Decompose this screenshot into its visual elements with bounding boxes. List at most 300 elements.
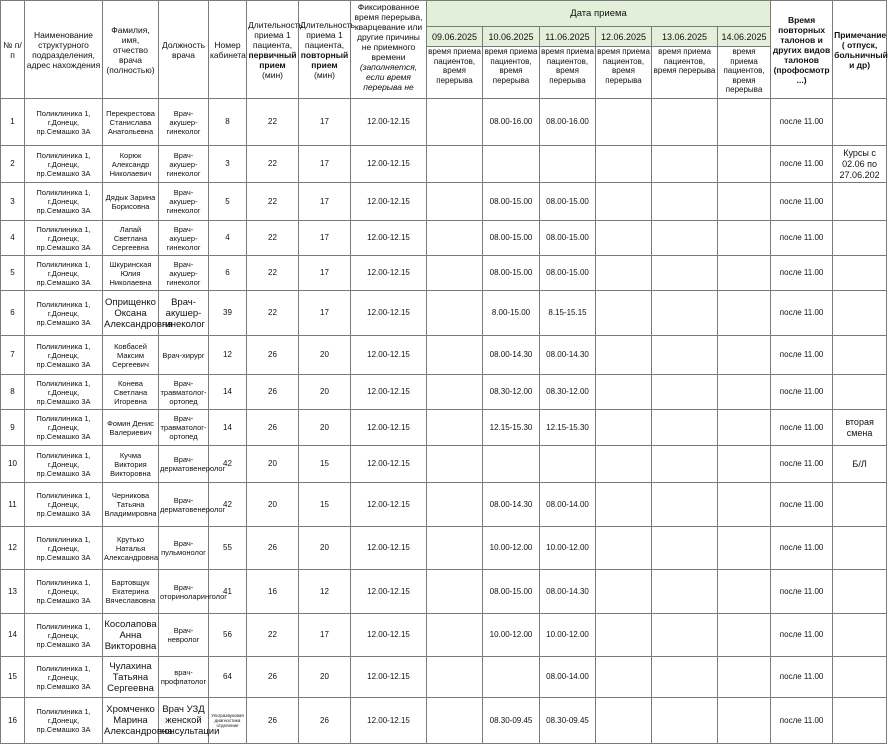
doctor-name-cell xyxy=(103,446,159,483)
time-cell-day-3-text: 10.00-12.00 xyxy=(546,630,589,639)
duration-first-cell xyxy=(247,291,299,336)
row-number-text: 9 xyxy=(10,422,15,432)
time-cell-day-3-text: 08.00-14.30 xyxy=(546,350,589,359)
time-cell-day-2 xyxy=(483,698,540,744)
time-cell-day-5 xyxy=(652,291,718,336)
doctor-name-cell-text: Крутько Наталья Александровна xyxy=(104,534,158,562)
unit-cell-text: Поликлиника 1, г.Донецк, пр.Семашко 3А xyxy=(36,108,91,136)
duration-first-cell xyxy=(247,183,299,221)
time-cell-day-4 xyxy=(596,336,652,375)
repeat-tickets-cell xyxy=(771,657,833,698)
time-cell-day-3-text: 8.15-15.15 xyxy=(548,308,587,317)
duration-repeat-cell xyxy=(299,527,351,570)
time-cell-day-3-text: 08.00-16.00 xyxy=(546,117,589,126)
header-date-1: 09.06.2025 xyxy=(427,27,483,47)
table-row xyxy=(1,99,887,146)
unit-cell-text: Поликлиника 1, г.Донецк, пр.Семашко 3А xyxy=(36,491,91,518)
position-cell-text: Врач-пульмонолог xyxy=(161,539,206,557)
time-cell-day-1 xyxy=(427,483,483,527)
note-cell xyxy=(833,410,887,446)
unit-cell xyxy=(25,256,103,291)
time-cell-day-2 xyxy=(483,221,540,256)
note-cell xyxy=(833,336,887,375)
time-cell-day-6 xyxy=(718,146,771,183)
fixed-break-cell-text: 12.00-12.15 xyxy=(367,499,410,509)
time-cell-day-1 xyxy=(427,256,483,291)
doctor-name-cell-text: Черникова Татьяна Владимировна xyxy=(104,491,157,518)
doctor-name-cell xyxy=(103,527,159,570)
position-cell-text: Врач-акушер-гинеколог xyxy=(161,296,206,330)
table-row xyxy=(1,614,887,657)
repeat-tickets-cell-text: после 11.00 xyxy=(779,422,824,432)
position-cell-text: Врач-оториноларинголог xyxy=(160,582,228,601)
duration-repeat-cell xyxy=(299,256,351,291)
duration-repeat-cell-text: 20 xyxy=(320,387,329,396)
time-cell-day-1 xyxy=(427,99,483,146)
position-cell xyxy=(159,146,209,183)
duration-repeat-cell xyxy=(299,336,351,375)
duration-repeat-cell xyxy=(299,410,351,446)
row-number xyxy=(1,291,25,336)
time-cell-day-2 xyxy=(483,570,540,614)
time-cell-day-3 xyxy=(540,256,596,291)
repeat-tickets-cell xyxy=(771,698,833,744)
repeat-tickets-cell-text: после 11.00 xyxy=(779,233,824,242)
cabinet-cell xyxy=(209,527,247,570)
header-note: Примечание ( отпуск, больничный и др) xyxy=(833,1,887,99)
time-cell-day-6 xyxy=(718,183,771,221)
time-cell-day-4 xyxy=(596,657,652,698)
time-cell-day-3 xyxy=(540,221,596,256)
time-cell-day-4 xyxy=(596,375,652,410)
header-date-sub-1: время приема пациентов, время перерыва xyxy=(427,47,483,99)
time-cell-day-3-text: 08.00-14.00 xyxy=(546,499,589,509)
duration-repeat-cell xyxy=(299,375,351,410)
time-cell-day-5 xyxy=(652,570,718,614)
time-cell-day-3 xyxy=(540,291,596,336)
note-cell-text: вторая смена xyxy=(845,416,874,438)
unit-cell-text: Поликлиника 1, г.Донецк, пр.Семашко 3А xyxy=(36,450,91,478)
header-date-sub-4: время приема пациентов, время перерыва xyxy=(596,47,652,99)
time-cell-day-3 xyxy=(540,146,596,183)
header-cabinet: Номер кабинета xyxy=(209,1,247,99)
fixed-break-cell-text: 12.00-12.15 xyxy=(367,308,410,317)
duration-repeat-cell xyxy=(299,183,351,221)
doctor-name-cell xyxy=(103,336,159,375)
time-cell-day-5 xyxy=(652,256,718,291)
doctor-name-cell-text: Косолапова Анна Викторовна xyxy=(104,618,157,652)
cabinet-cell xyxy=(209,375,247,410)
fixed-break-cell-text: 12.00-12.15 xyxy=(367,630,410,639)
position-cell xyxy=(159,221,209,256)
cabinet-cell-text: Ультразвуковая диагностика отделение xyxy=(211,713,244,728)
time-cell-day-3-text: 12.15-15.30 xyxy=(546,422,589,432)
duration-first-cell-text: 20 xyxy=(268,459,277,468)
repeat-tickets-cell-text: после 11.00 xyxy=(779,672,824,681)
header-date-2: 10.06.2025 xyxy=(483,27,540,47)
table-row xyxy=(1,256,887,291)
time-cell-day-4 xyxy=(596,570,652,614)
position-cell-text: Врач-дерматовенеролог xyxy=(160,495,226,514)
unit-cell-text: Поликлиника 1, г.Донецк, пр.Семашко 3А xyxy=(36,378,91,406)
unit-cell xyxy=(25,527,103,570)
position-cell-text: Врач УЗД женской консультации xyxy=(160,704,220,737)
doctor-name-cell xyxy=(103,256,159,291)
row-number xyxy=(1,527,25,570)
duration-first-cell-text: 22 xyxy=(268,630,277,639)
position-cell-text: Врач-хирург xyxy=(162,350,205,360)
fixed-break-cell xyxy=(351,146,427,183)
time-cell-day-6 xyxy=(718,256,771,291)
cabinet-cell-text: 41 xyxy=(223,586,232,596)
position-cell xyxy=(159,614,209,657)
row-number xyxy=(1,570,25,614)
cabinet-cell xyxy=(209,410,247,446)
time-cell-day-2 xyxy=(483,446,540,483)
note-cell xyxy=(833,483,887,527)
cabinet-cell-text: 56 xyxy=(223,630,232,639)
time-cell-day-2-text: 12.15-15.30 xyxy=(489,422,533,432)
repeat-tickets-cell xyxy=(771,146,833,183)
time-cell-day-2 xyxy=(483,256,540,291)
header-date-sub-2: время приема пациентов, время перерыва xyxy=(483,47,540,99)
unit-cell xyxy=(25,614,103,657)
time-cell-day-5 xyxy=(652,375,718,410)
row-number-text: 7 xyxy=(10,350,15,359)
table-row xyxy=(1,336,887,375)
time-cell-day-6 xyxy=(718,221,771,256)
note-cell xyxy=(833,446,887,483)
header-unit: Наименование структурного подразделения, адрес нахождения xyxy=(25,1,103,99)
time-cell-day-4 xyxy=(596,614,652,657)
time-cell-day-6 xyxy=(718,291,771,336)
repeat-tickets-cell-text: после 11.00 xyxy=(779,715,824,725)
position-cell-text: Врач-дерматовенеролог xyxy=(160,455,226,473)
note-cell xyxy=(833,375,887,410)
position-cell-text: врач-профпатолог xyxy=(160,668,207,686)
time-cell-day-1 xyxy=(427,291,483,336)
time-cell-day-2-text: 08.00-14.30 xyxy=(489,350,533,359)
time-cell-day-3 xyxy=(540,527,596,570)
time-cell-day-6 xyxy=(718,698,771,744)
repeat-tickets-cell-text: после 11.00 xyxy=(779,159,824,168)
row-number-text: 5 xyxy=(10,268,15,277)
time-cell-day-2-text: 08.00-15.00 xyxy=(489,586,533,596)
cabinet-cell-text: 12 xyxy=(223,350,232,359)
doctor-name-cell xyxy=(103,698,173,744)
fixed-break-cell xyxy=(351,446,427,483)
row-number-text: 14 xyxy=(8,630,17,639)
cabinet-cell-text: 5 xyxy=(225,196,230,206)
time-cell-day-4 xyxy=(596,527,652,570)
time-cell-day-2 xyxy=(483,614,540,657)
duration-repeat-cell xyxy=(299,698,351,744)
table-row xyxy=(1,183,887,221)
time-cell-day-3-text: 08.00-15.00 xyxy=(546,268,589,277)
time-cell-day-3 xyxy=(540,99,596,146)
header-duration-first-b: первичный прием xyxy=(248,49,297,70)
doctor-name-cell-text: Кучма Виктория Викторовна xyxy=(110,450,151,478)
repeat-tickets-cell xyxy=(771,483,833,527)
time-cell-day-2-text: 08.00-15.00 xyxy=(489,268,533,277)
fixed-break-cell-text: 12.00-12.15 xyxy=(367,459,410,468)
cabinet-cell xyxy=(209,146,247,183)
time-cell-day-5 xyxy=(652,446,718,483)
fixed-break-cell-text: 12.00-12.15 xyxy=(367,715,410,725)
time-cell-day-6 xyxy=(718,375,771,410)
duration-repeat-cell-text: 17 xyxy=(320,233,329,242)
time-cell-day-4 xyxy=(596,99,652,146)
header-duration-repeat-a: Длительность приема 1 пациента, xyxy=(300,19,356,50)
position-cell-text: Врач-травматолог-ортопед xyxy=(160,414,207,441)
table-row xyxy=(1,570,887,614)
duration-repeat-cell xyxy=(299,221,351,256)
cabinet-cell-text: 64 xyxy=(223,672,232,681)
unit-cell xyxy=(25,146,103,183)
time-cell-day-3 xyxy=(540,657,596,698)
duration-first-cell-text: 22 xyxy=(268,117,277,126)
unit-cell xyxy=(25,410,103,446)
note-cell xyxy=(833,291,887,336)
note-cell xyxy=(833,146,887,183)
fixed-break-cell xyxy=(351,410,427,446)
unit-cell xyxy=(25,221,103,256)
fixed-break-cell-text: 12.00-12.15 xyxy=(367,586,410,596)
time-cell-day-1 xyxy=(427,146,483,183)
repeat-tickets-cell-text: после 11.00 xyxy=(779,499,824,509)
duration-first-cell xyxy=(247,483,299,527)
row-number-text: 15 xyxy=(8,672,17,681)
time-cell-day-3-text: 08.00-14.00 xyxy=(546,672,589,681)
header-duration-repeat-c: (мин) xyxy=(314,69,335,80)
unit-cell-text: Поликлиника 1, г.Донецк, пр.Семашко 3А xyxy=(36,259,91,287)
time-cell-day-2 xyxy=(483,375,540,410)
doctor-name-cell-text: Бартовщук Екатерина Вячеславовна xyxy=(105,578,156,605)
header-date-sub-6: время приема пациентов, время перерыва xyxy=(718,47,771,99)
header-duration-repeat-b: повторный прием xyxy=(300,49,349,70)
position-cell xyxy=(159,527,209,570)
table-row xyxy=(1,146,887,183)
row-number-text: 2 xyxy=(10,159,15,168)
duration-repeat-cell-text: 12 xyxy=(320,586,329,596)
time-cell-day-2-text: 8.00-15.00 xyxy=(491,308,531,317)
position-cell xyxy=(159,183,209,221)
row-number xyxy=(1,657,25,698)
header-repeat-tickets: Время повторных талонов и других видов талонов (профосмотр ...) xyxy=(771,1,833,99)
fixed-break-cell-text: 12.00-12.15 xyxy=(367,350,410,359)
header-date-group: Дата приема xyxy=(427,1,771,27)
note-cell-text: Б/Л xyxy=(852,458,867,469)
unit-cell xyxy=(25,483,103,527)
time-cell-day-4 xyxy=(596,183,652,221)
time-cell-day-6 xyxy=(718,570,771,614)
position-cell-text: Врач-невролог xyxy=(167,626,200,644)
time-cell-day-3-text: 08.00-15.00 xyxy=(546,196,589,206)
time-cell-day-3-text: 08.00-14.30 xyxy=(546,586,589,596)
time-cell-day-6 xyxy=(718,527,771,570)
time-cell-day-3 xyxy=(540,446,596,483)
time-cell-day-5 xyxy=(652,336,718,375)
time-cell-day-3 xyxy=(540,410,596,446)
fixed-break-cell-text: 12.00-12.15 xyxy=(367,672,410,681)
duration-repeat-cell xyxy=(299,614,351,657)
repeat-tickets-cell-text: после 11.00 xyxy=(779,387,824,396)
cabinet-cell-text: 8 xyxy=(225,117,230,126)
header-duration-first xyxy=(247,1,304,99)
repeat-tickets-cell-text: после 11.00 xyxy=(779,350,824,359)
time-cell-day-1 xyxy=(427,221,483,256)
row-number xyxy=(1,698,25,744)
duration-repeat-cell xyxy=(299,146,351,183)
repeat-tickets-cell xyxy=(771,183,833,221)
fixed-break-cell xyxy=(351,614,427,657)
duration-first-cell-text: 26 xyxy=(268,672,277,681)
unit-cell-text: Поликлиника 1, г.Донецк, пр.Семашко 3А xyxy=(36,578,91,605)
doctor-name-cell-text: Чулахина Татьяна Сергеевна xyxy=(107,660,154,694)
fixed-break-cell-text: 12.00-12.15 xyxy=(367,422,410,432)
note-cell-text: Курсы с 02.06 по 27.06.202 xyxy=(839,147,880,180)
position-cell xyxy=(159,446,226,483)
fixed-break-cell-text: 12.00-12.15 xyxy=(367,543,410,552)
time-cell-day-2-text: 08.30-09.45 xyxy=(489,715,533,725)
time-cell-day-3-text: 08.30-12.00 xyxy=(546,387,589,396)
header-date-4: 12.06.2025 xyxy=(596,27,652,47)
duration-first-cell-text: 22 xyxy=(268,233,277,242)
unit-cell-text: Поликлиника 1, г.Донецк, пр.Семашко 3А xyxy=(36,341,91,369)
time-cell-day-6 xyxy=(718,410,771,446)
table-row xyxy=(1,527,887,570)
table-row xyxy=(1,221,887,256)
row-number xyxy=(1,256,25,291)
time-cell-day-4 xyxy=(596,698,652,744)
duration-repeat-cell-text: 17 xyxy=(320,117,329,126)
duration-first-cell-text: 16 xyxy=(268,586,277,596)
doctor-name-cell-text: Перекрестова Станислава Анатольевна xyxy=(106,108,155,136)
row-number-text: 4 xyxy=(10,233,15,242)
header-fixed-break xyxy=(351,1,427,99)
doctor-name-cell-text: Лапай Светлана Сергеевна xyxy=(112,224,149,252)
cabinet-cell-text: 39 xyxy=(223,308,232,317)
time-cell-day-2 xyxy=(483,336,540,375)
duration-first-cell xyxy=(247,446,299,483)
time-cell-day-5 xyxy=(652,483,718,527)
unit-cell xyxy=(25,657,103,698)
position-cell-text: Врач-акушер-гинеколог xyxy=(166,188,201,215)
unit-cell xyxy=(25,570,103,614)
header-duration-first-c: (мин) xyxy=(262,69,283,80)
time-cell-day-3 xyxy=(540,614,596,657)
doctor-name-cell xyxy=(103,410,159,446)
cabinet-cell xyxy=(209,183,247,221)
duration-first-cell xyxy=(247,99,299,146)
time-cell-day-5 xyxy=(652,698,718,744)
duration-first-cell xyxy=(247,410,299,446)
cabinet-cell-text: 14 xyxy=(223,422,232,432)
note-cell xyxy=(833,221,887,256)
header-duration-repeat xyxy=(299,1,356,99)
doctor-name-cell-text: Конева Светлана Игоревна xyxy=(113,378,148,406)
note-cell xyxy=(833,256,887,291)
note-cell xyxy=(833,570,887,614)
cabinet-cell xyxy=(209,336,247,375)
duration-repeat-cell-text: 26 xyxy=(320,715,329,725)
doctor-name-cell xyxy=(103,146,159,183)
time-cell-day-3 xyxy=(540,336,596,375)
doctor-name-cell-text: Ковбасей Максим Сергеевич xyxy=(112,341,149,369)
unit-cell-text: Поликлиника 1, г.Донецк, пр.Семашко 3А xyxy=(36,621,91,649)
doctor-name-cell xyxy=(103,483,159,527)
table-row xyxy=(1,446,887,483)
note-cell xyxy=(833,183,887,221)
unit-cell-text: Поликлиника 1, г.Донецк, пр.Семашко 3А xyxy=(36,707,91,734)
repeat-tickets-cell xyxy=(771,446,833,483)
time-cell-day-2 xyxy=(483,291,540,336)
position-cell-text: Врач-акушер-гинеколог xyxy=(166,108,201,136)
row-number-text: 16 xyxy=(8,715,17,725)
doctor-name-cell xyxy=(103,657,159,698)
row-number xyxy=(1,146,25,183)
repeat-tickets-cell xyxy=(771,614,833,657)
repeat-tickets-cell-text: после 11.00 xyxy=(779,459,824,468)
repeat-tickets-cell-text: после 11.00 xyxy=(779,117,824,126)
time-cell-day-6 xyxy=(718,483,771,527)
duration-first-cell-text: 26 xyxy=(268,350,277,359)
position-cell-text: Врач-акушер-гинеколог xyxy=(166,150,201,178)
duration-repeat-cell-text: 17 xyxy=(320,308,329,317)
row-number-text: 10 xyxy=(8,459,17,468)
time-cell-day-2-text: 08.00-15.00 xyxy=(489,196,533,206)
duration-repeat-cell xyxy=(299,291,351,336)
duration-first-cell xyxy=(247,657,299,698)
time-cell-day-5 xyxy=(652,99,718,146)
duration-repeat-cell-text: 20 xyxy=(320,672,329,681)
duration-first-cell-text: 22 xyxy=(268,308,277,317)
cabinet-cell xyxy=(209,256,247,291)
unit-cell-text: Поликлиника 1, г.Донецк, пр.Семашко 3А xyxy=(36,224,91,252)
row-number-text: 1 xyxy=(10,117,15,126)
fixed-break-cell-text: 12.00-12.15 xyxy=(367,233,410,242)
doctor-name-cell xyxy=(103,221,159,256)
unit-cell-text: Поликлиника 1, г.Донецк, пр.Семашко 3А xyxy=(36,188,91,215)
time-cell-day-6 xyxy=(718,446,771,483)
time-cell-day-1 xyxy=(427,375,483,410)
time-cell-day-4 xyxy=(596,291,652,336)
unit-cell-text: Поликлиника 1, г.Донецк, пр.Семашко 3А xyxy=(36,299,91,327)
position-cell xyxy=(159,698,220,744)
row-number xyxy=(1,221,25,256)
duration-first-cell-text: 20 xyxy=(268,499,277,509)
duration-repeat-cell-text: 20 xyxy=(320,422,329,432)
duration-first-cell-text: 26 xyxy=(268,387,277,396)
table-row xyxy=(1,483,887,527)
duration-first-cell xyxy=(247,698,299,744)
doctor-name-cell xyxy=(103,570,159,614)
position-cell xyxy=(159,375,209,410)
cabinet-cell-text: 4 xyxy=(225,233,230,242)
repeat-tickets-cell-text: после 11.00 xyxy=(779,586,824,596)
duration-first-cell-text: 26 xyxy=(268,543,277,552)
doctor-name-cell xyxy=(103,183,159,221)
time-cell-day-2 xyxy=(483,99,540,146)
repeat-tickets-cell xyxy=(771,527,833,570)
header-date-3: 11.06.2025 xyxy=(540,27,596,47)
time-cell-day-1 xyxy=(427,570,483,614)
time-cell-day-4 xyxy=(596,410,652,446)
time-cell-day-2 xyxy=(483,483,540,527)
time-cell-day-6 xyxy=(718,336,771,375)
fixed-break-cell xyxy=(351,336,427,375)
time-cell-day-4 xyxy=(596,221,652,256)
